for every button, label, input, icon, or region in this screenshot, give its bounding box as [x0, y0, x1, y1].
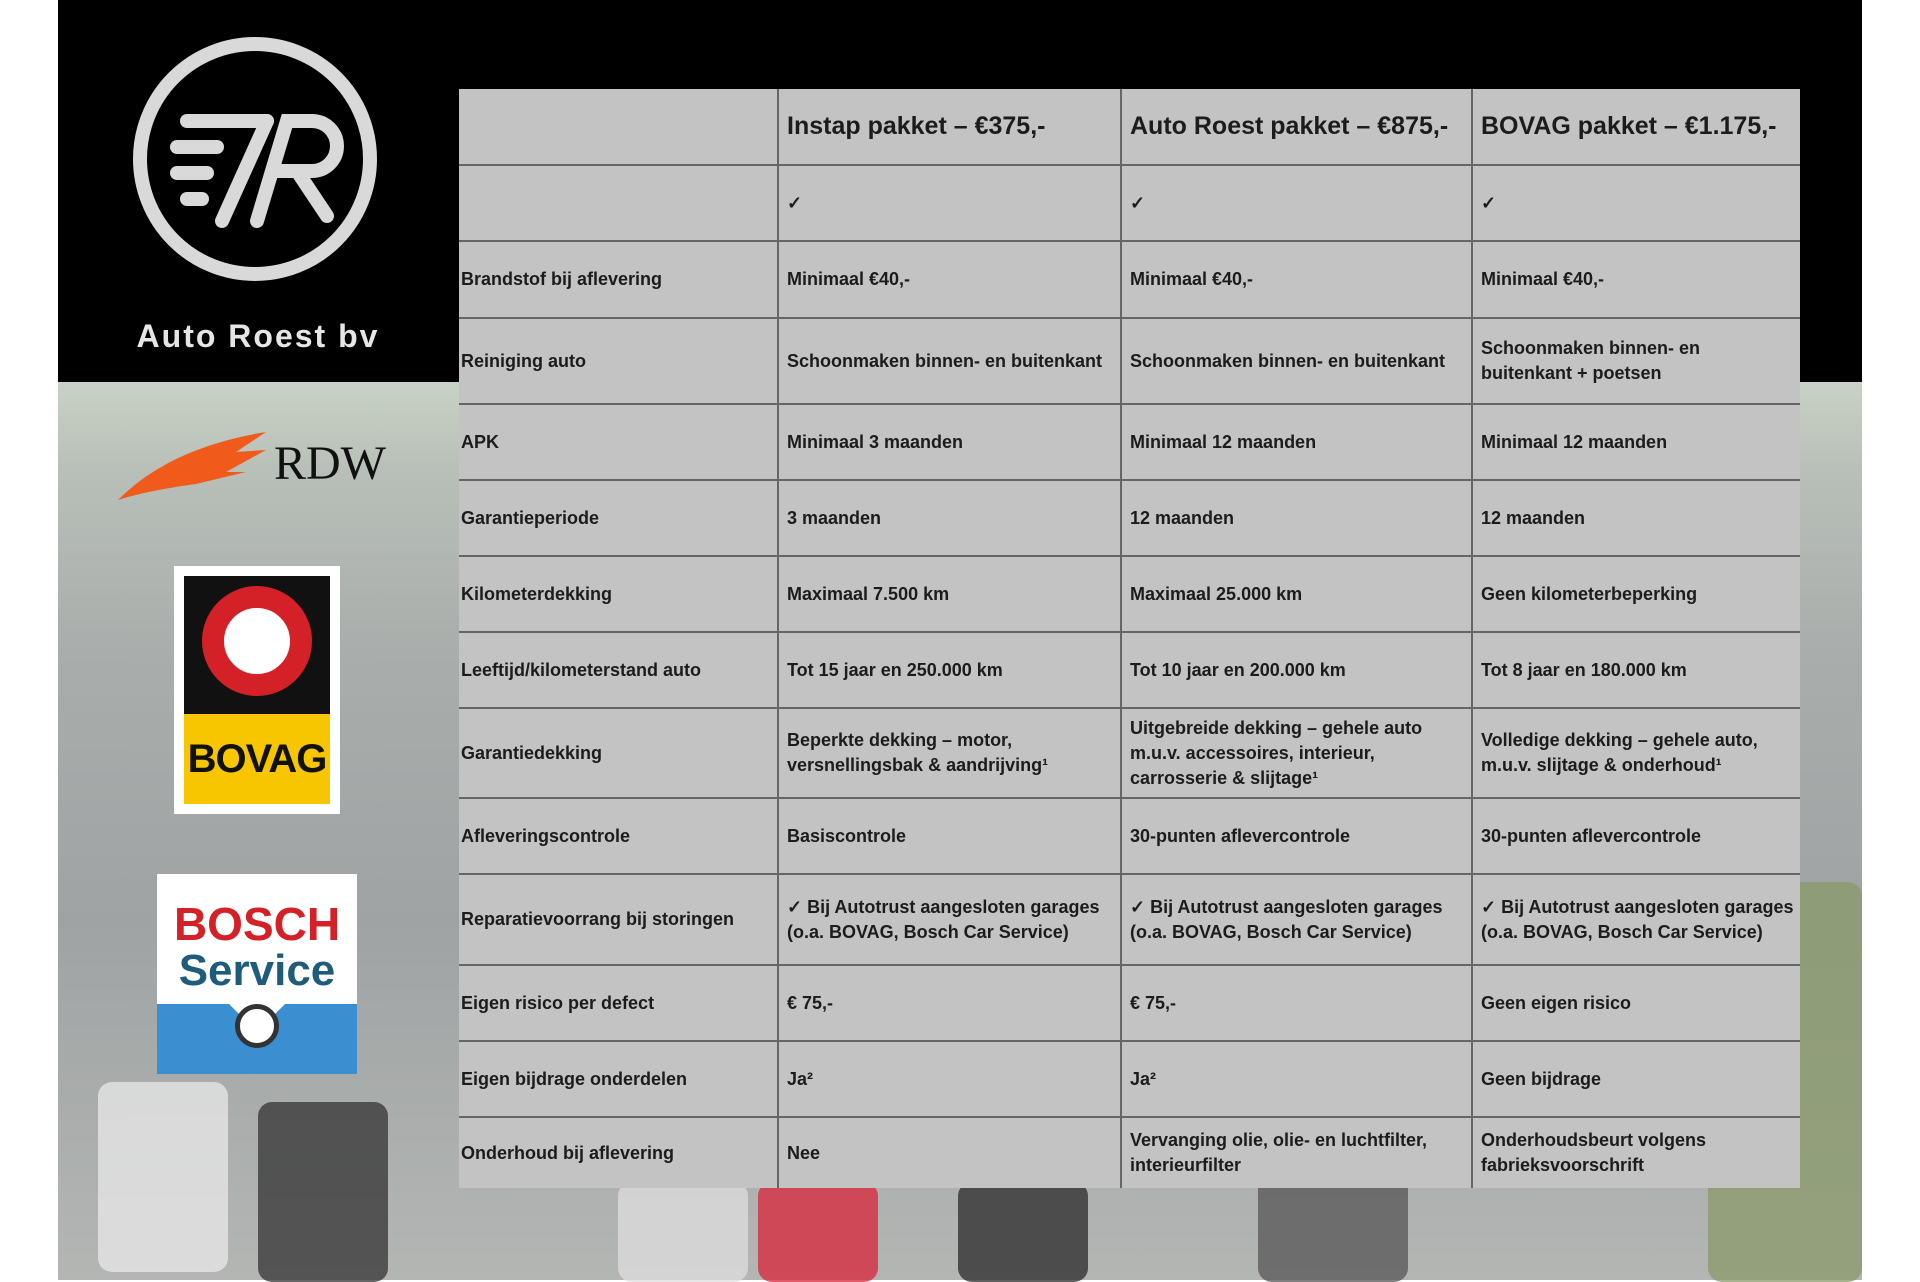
cell-package-2: ✓ Bij Autotrust aangesloten garages (o.a. BOVAG, Bosch Car Service): [1121, 874, 1472, 965]
bovag-key-icon: [202, 586, 312, 696]
cell-package-3: 30-punten aflevercontrole: [1472, 798, 1800, 874]
row-label: Garantiedekking: [459, 708, 778, 798]
cell-package-3: Minimaal 12 maanden: [1472, 404, 1800, 480]
cell-package-1: ✓: [778, 165, 1121, 241]
cell-package-2: 12 maanden: [1121, 480, 1472, 556]
cell-package-3: BOVAG pakket – €1.175,-: [1472, 89, 1800, 165]
cell-package-1: € 75,-: [778, 965, 1121, 1041]
cell-package-2: € 75,-: [1121, 965, 1472, 1041]
cell-package-1: Basiscontrole: [778, 798, 1121, 874]
cell-package-3: ✓ Bij Autotrust aangesloten garages (o.a. BOVAG, Bosch Car Service): [1472, 874, 1800, 965]
cell-package-2: Schoonmaken binnen- en buitenkant: [1121, 318, 1472, 404]
table-row: [459, 480, 1800, 556]
table-header-row: [459, 89, 1800, 165]
bovag-logo: BOVAG: [174, 566, 340, 814]
cell-package-3: Onderhoudsbeurt volgens fabrieksvoorschrift: [1472, 1117, 1800, 1188]
row-label: APK: [459, 404, 778, 480]
row-label: [459, 165, 778, 241]
cell-package-2: 30-punten aflevercontrole: [1121, 798, 1472, 874]
cell-package-2: Minimaal €40,-: [1121, 241, 1472, 318]
package-comparison-table: [459, 89, 1800, 1188]
table-row: [459, 874, 1800, 965]
cell-package-3: ✓: [1472, 165, 1800, 241]
cell-package-3: Tot 8 jaar en 180.000 km: [1472, 632, 1800, 708]
cell-package-3: Minimaal €40,-: [1472, 241, 1800, 318]
cell-package-3: Volledige dekking – gehele auto, m.u.v. slijtage & onderhoud¹: [1472, 708, 1800, 798]
cell-package-3: Schoonmaken binnen- en buitenkant + poetsen: [1472, 318, 1800, 404]
cell-package-2: Maximaal 25.000 km: [1121, 556, 1472, 632]
cell-package-1: Maximaal 7.500 km: [778, 556, 1121, 632]
table-row: [459, 556, 1800, 632]
bosch-service-logo: BOSCH Service: [157, 874, 357, 1074]
row-label: Garantieperiode: [459, 480, 778, 556]
cell-package-3: Geen kilometerbeperking: [1472, 556, 1800, 632]
cell-package-1: Minimaal €40,-: [778, 241, 1121, 318]
row-label: Brandstof bij aflevering: [459, 241, 778, 318]
cell-package-3: 12 maanden: [1472, 480, 1800, 556]
rdw-logo: RDW: [116, 422, 396, 504]
rdw-wing-icon: [116, 422, 276, 504]
cell-package-1: Beperkte dekking – motor, versnellingsbak & aandrijving¹: [778, 708, 1121, 798]
row-label: Reparatievoorrang bij storingen: [459, 874, 778, 965]
bosch-armature-icon: [235, 1004, 279, 1048]
table-row: [459, 241, 1800, 318]
row-label: Afleveringscontrole: [459, 798, 778, 874]
cell-package-1: Instap pakket – €375,-: [778, 89, 1121, 165]
cell-package-3: Geen eigen risico: [1472, 965, 1800, 1041]
cell-package-1: 3 maanden: [778, 480, 1121, 556]
cell-package-2: Tot 10 jaar en 200.000 km: [1121, 632, 1472, 708]
cell-package-2: Auto Roest pakket – €875,-: [1121, 89, 1472, 165]
table-row: [459, 798, 1800, 874]
cell-package-1: Ja²: [778, 1041, 1121, 1117]
row-label: Leeftijd/kilometerstand auto: [459, 632, 778, 708]
cell-package-1: Nee: [778, 1117, 1121, 1188]
row-label: Reiniging auto: [459, 318, 778, 404]
cell-package-1: Schoonmaken binnen- en buitenkant: [778, 318, 1121, 404]
cell-package-1: Minimaal 3 maanden: [778, 404, 1121, 480]
cell-package-2: Minimaal 12 maanden: [1121, 404, 1472, 480]
row-label: Kilometerdekking: [459, 556, 778, 632]
table-row: [459, 965, 1800, 1041]
table-row: [459, 404, 1800, 480]
cell-package-1: Tot 15 jaar en 250.000 km: [778, 632, 1121, 708]
auto-roest-logo: [133, 37, 377, 281]
7r-logo-icon: [147, 51, 363, 267]
brand-name: Auto Roest bv: [136, 318, 380, 354]
cell-package-2: Uitgebreide dekking – gehele auto m.u.v. accessoires, interieur, carrosserie & slijtage¹: [1121, 708, 1472, 798]
cell-package-2: Ja²: [1121, 1041, 1472, 1117]
cell-package-2: ✓: [1121, 165, 1472, 241]
row-label: Eigen bijdrage onderdelen: [459, 1041, 778, 1117]
table-row: [459, 1041, 1800, 1117]
row-label: [459, 89, 778, 165]
cell-package-1: ✓ Bij Autotrust aangesloten garages (o.a. BOVAG, Bosch Car Service): [778, 874, 1121, 965]
cell-package-2: Vervanging olie, olie- en luchtfilter, interieurfilter: [1121, 1117, 1472, 1188]
row-label: Onderhoud bij aflevering: [459, 1117, 778, 1188]
table-row: [459, 318, 1800, 404]
table-row: [459, 165, 1800, 241]
cell-package-3: Geen bijdrage: [1472, 1041, 1800, 1117]
table-row: [459, 1117, 1800, 1188]
table-row: [459, 708, 1800, 798]
table-row: [459, 632, 1800, 708]
row-label: Eigen risico per defect: [459, 965, 778, 1041]
